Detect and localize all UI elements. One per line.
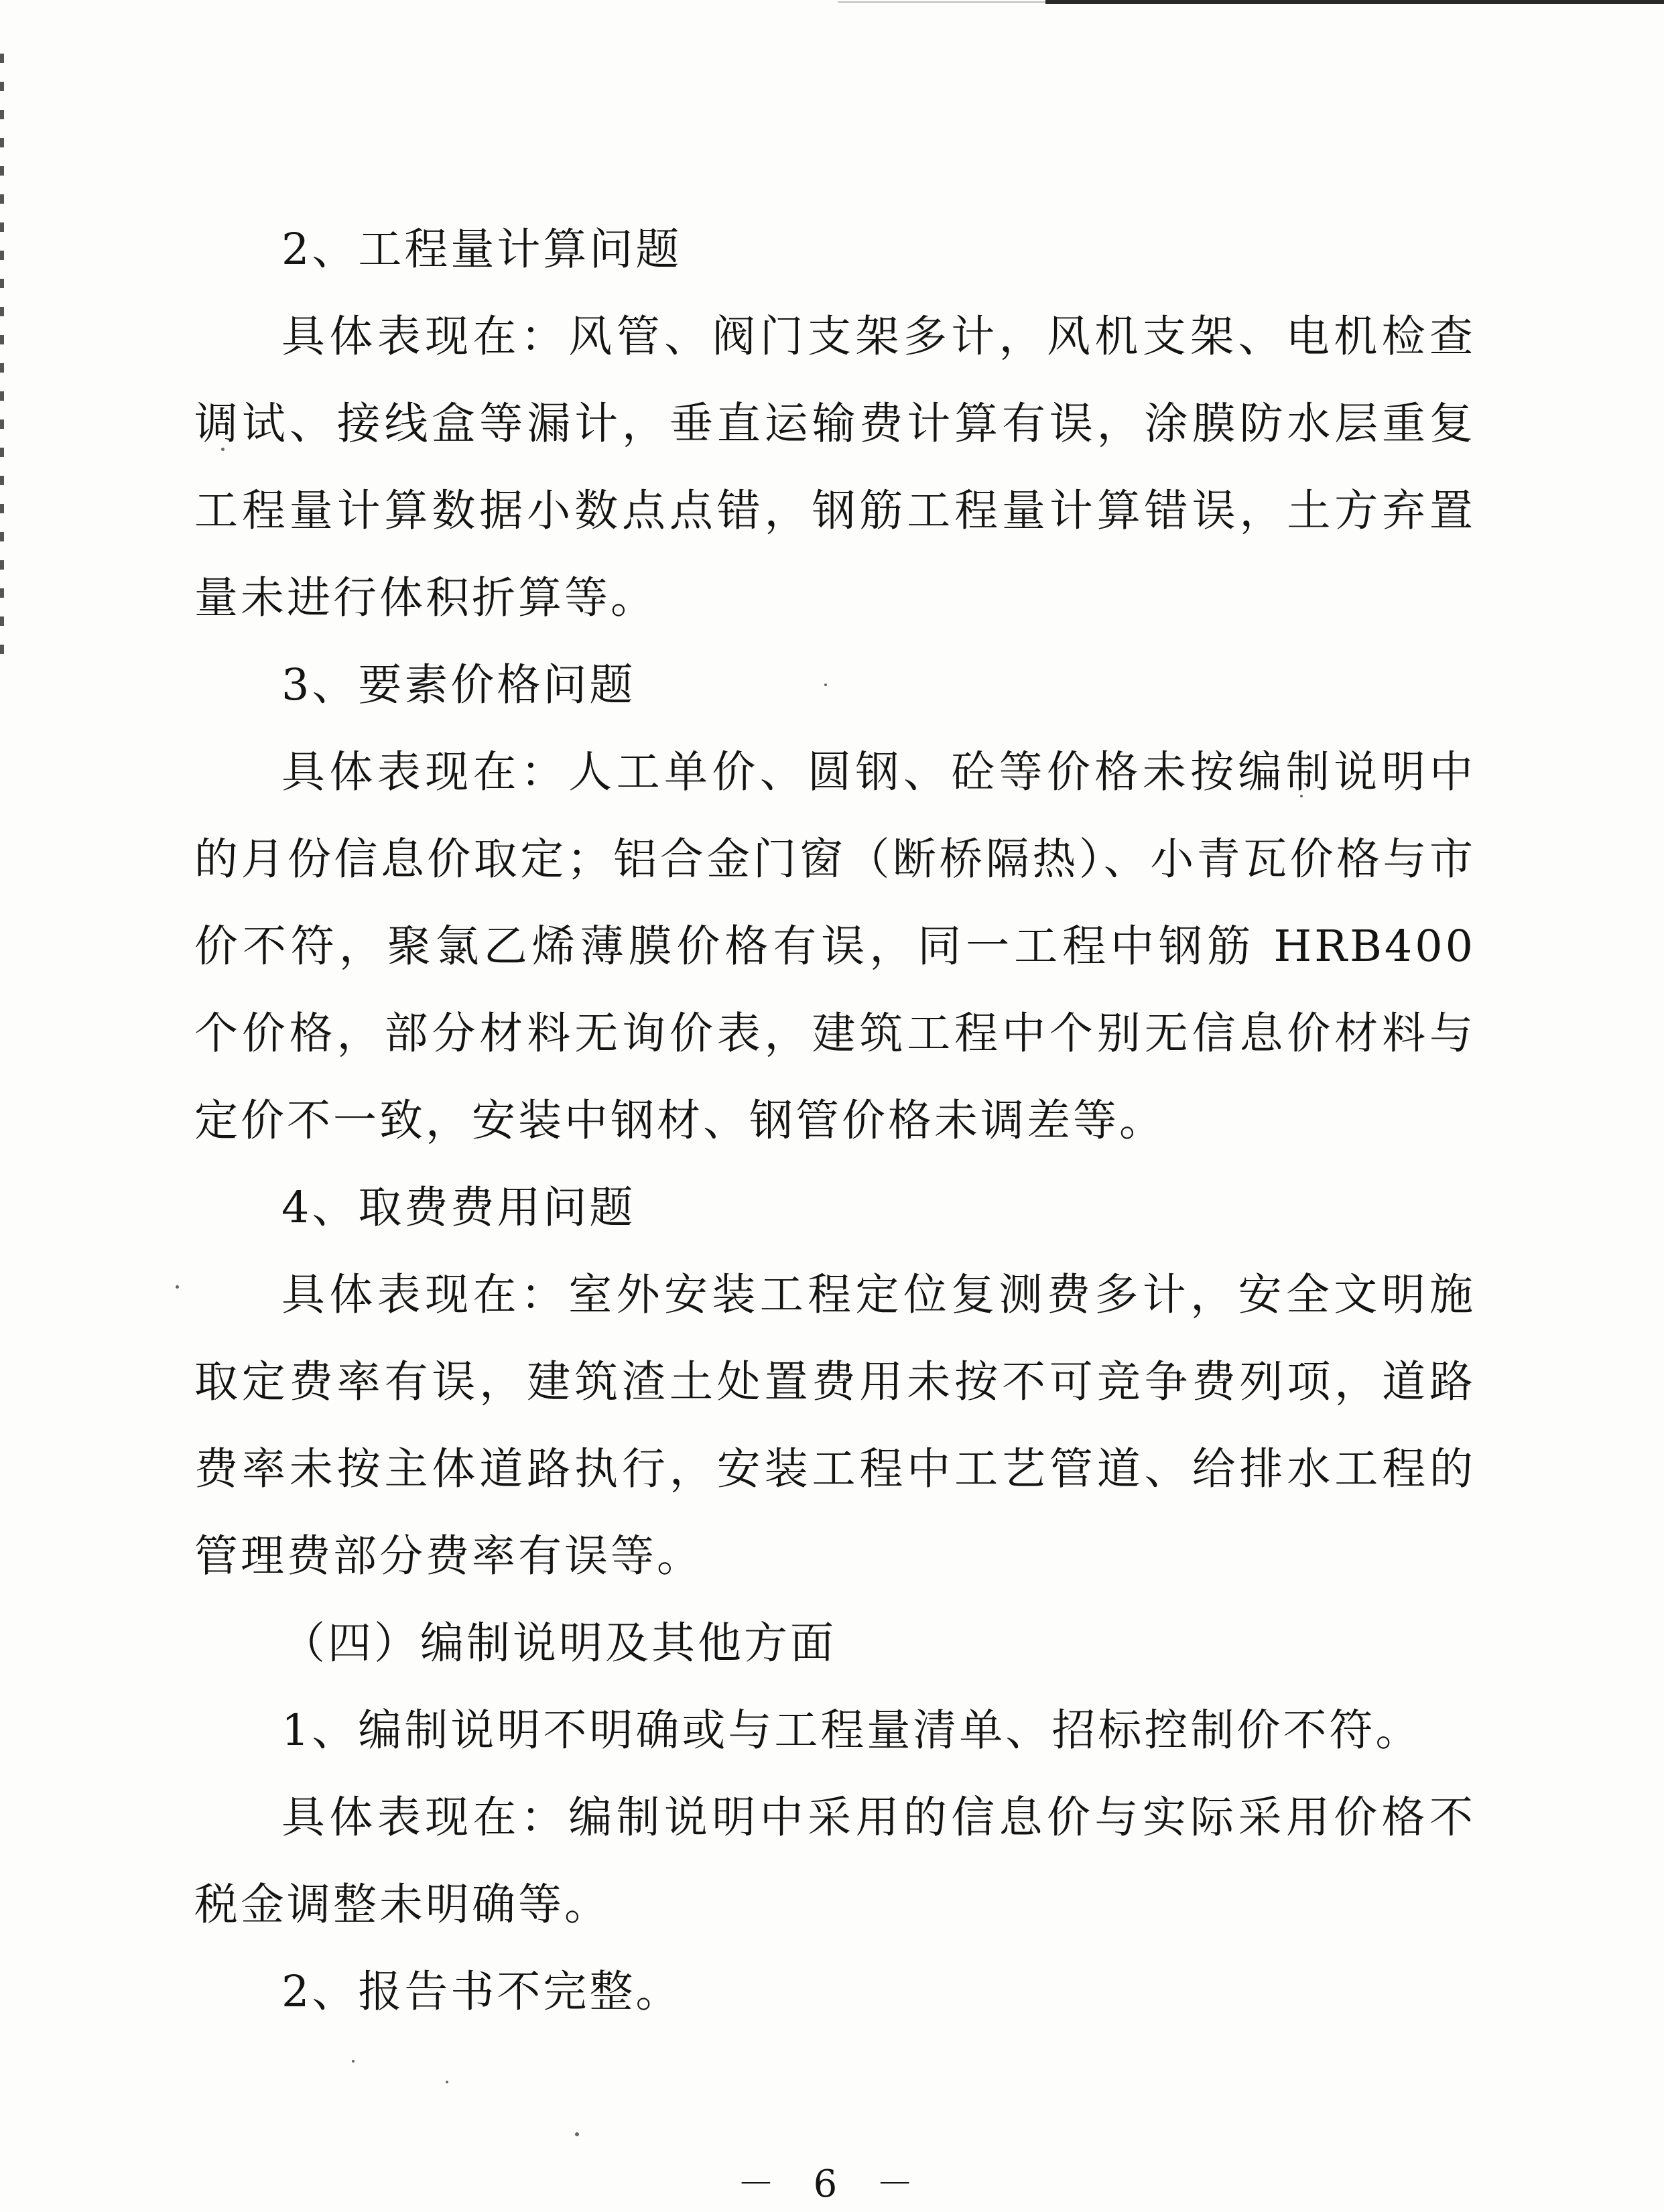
heading-compilation-notes: 1、编制说明不明确或与工程量清单、招标控制价不符。 — [281, 1705, 1422, 1756]
paragraph-line: 个价格，部分材料无询价表，建筑工程中个别无信息价材料与 — [194, 1009, 1476, 1059]
scan-edge-rule-faint — [838, 1, 1045, 3]
paragraph-line: 管理费部分费率有误等。 — [194, 1531, 704, 1581]
paragraph-line: 的月份信息价取定；铝合金门窗（断桥隔热）、小青瓦价格与市 — [194, 834, 1476, 885]
scan-speck — [352, 2060, 355, 2063]
paragraph-line: 量未进行体积折算等。 — [194, 573, 657, 623]
paragraph-line: 定价不一致，安装中钢材、钢管价格未调差等。 — [194, 1096, 1166, 1146]
paragraph-line: 工程量计算数据小数点点错，钢筋工程量计算错误，土方弃置 — [194, 486, 1476, 536]
paragraph-line: 具体表现在：人工单价、圆钢、砼等价格未按编制说明中 — [281, 747, 1476, 797]
binding-hole-marks — [0, 54, 4, 657]
paragraph-line: 取定费率有误，建筑渣土处置费用未按不可竞争费列项，道路 — [194, 1357, 1476, 1407]
scan-speck — [575, 2132, 579, 2136]
paragraph-line: 费率未按主体道路执行，安装工程中工艺管道、给排水工程的 — [194, 1444, 1476, 1494]
scan-speck — [176, 1285, 179, 1289]
heading-section-four: （四）编制说明及其他方面 — [281, 1618, 837, 1669]
paragraph-line: 具体表现在：风管、阀门支架多计，风机支架、电机检查 — [281, 312, 1476, 362]
paragraph-line: 具体表现在：编制说明中采用的信息价与实际采用价格不 — [281, 1793, 1476, 1843]
paragraph-line: 调试、接线盒等漏计，垂直运输费计算有误，涂膜防水层重复 — [194, 399, 1476, 449]
document-body — [194, 206, 1476, 2036]
heading-fee-charging: 4、取费费用问题 — [281, 1183, 636, 1233]
paragraph-line: 税金调整未明确等。 — [194, 1880, 611, 1930]
heading-report-incomplete: 2、报告书不完整。 — [281, 1967, 682, 2017]
heading-quantity-calc: 2、工程量计算问题 — [281, 224, 682, 275]
heading-element-price: 3、要素价格问题 — [281, 660, 636, 710]
scan-speck — [446, 2081, 448, 2083]
scan-edge-rule — [1045, 0, 1664, 4]
page-number: － 6 － — [737, 2162, 927, 2206]
paragraph-line: 价不符，聚氯乙烯薄膜价格有误，同一工程中钢筋 HRB400 — [194, 921, 1476, 972]
paragraph-line: 具体表现在：室外安装工程定位复测费多计，安全文明施 — [281, 1270, 1476, 1320]
